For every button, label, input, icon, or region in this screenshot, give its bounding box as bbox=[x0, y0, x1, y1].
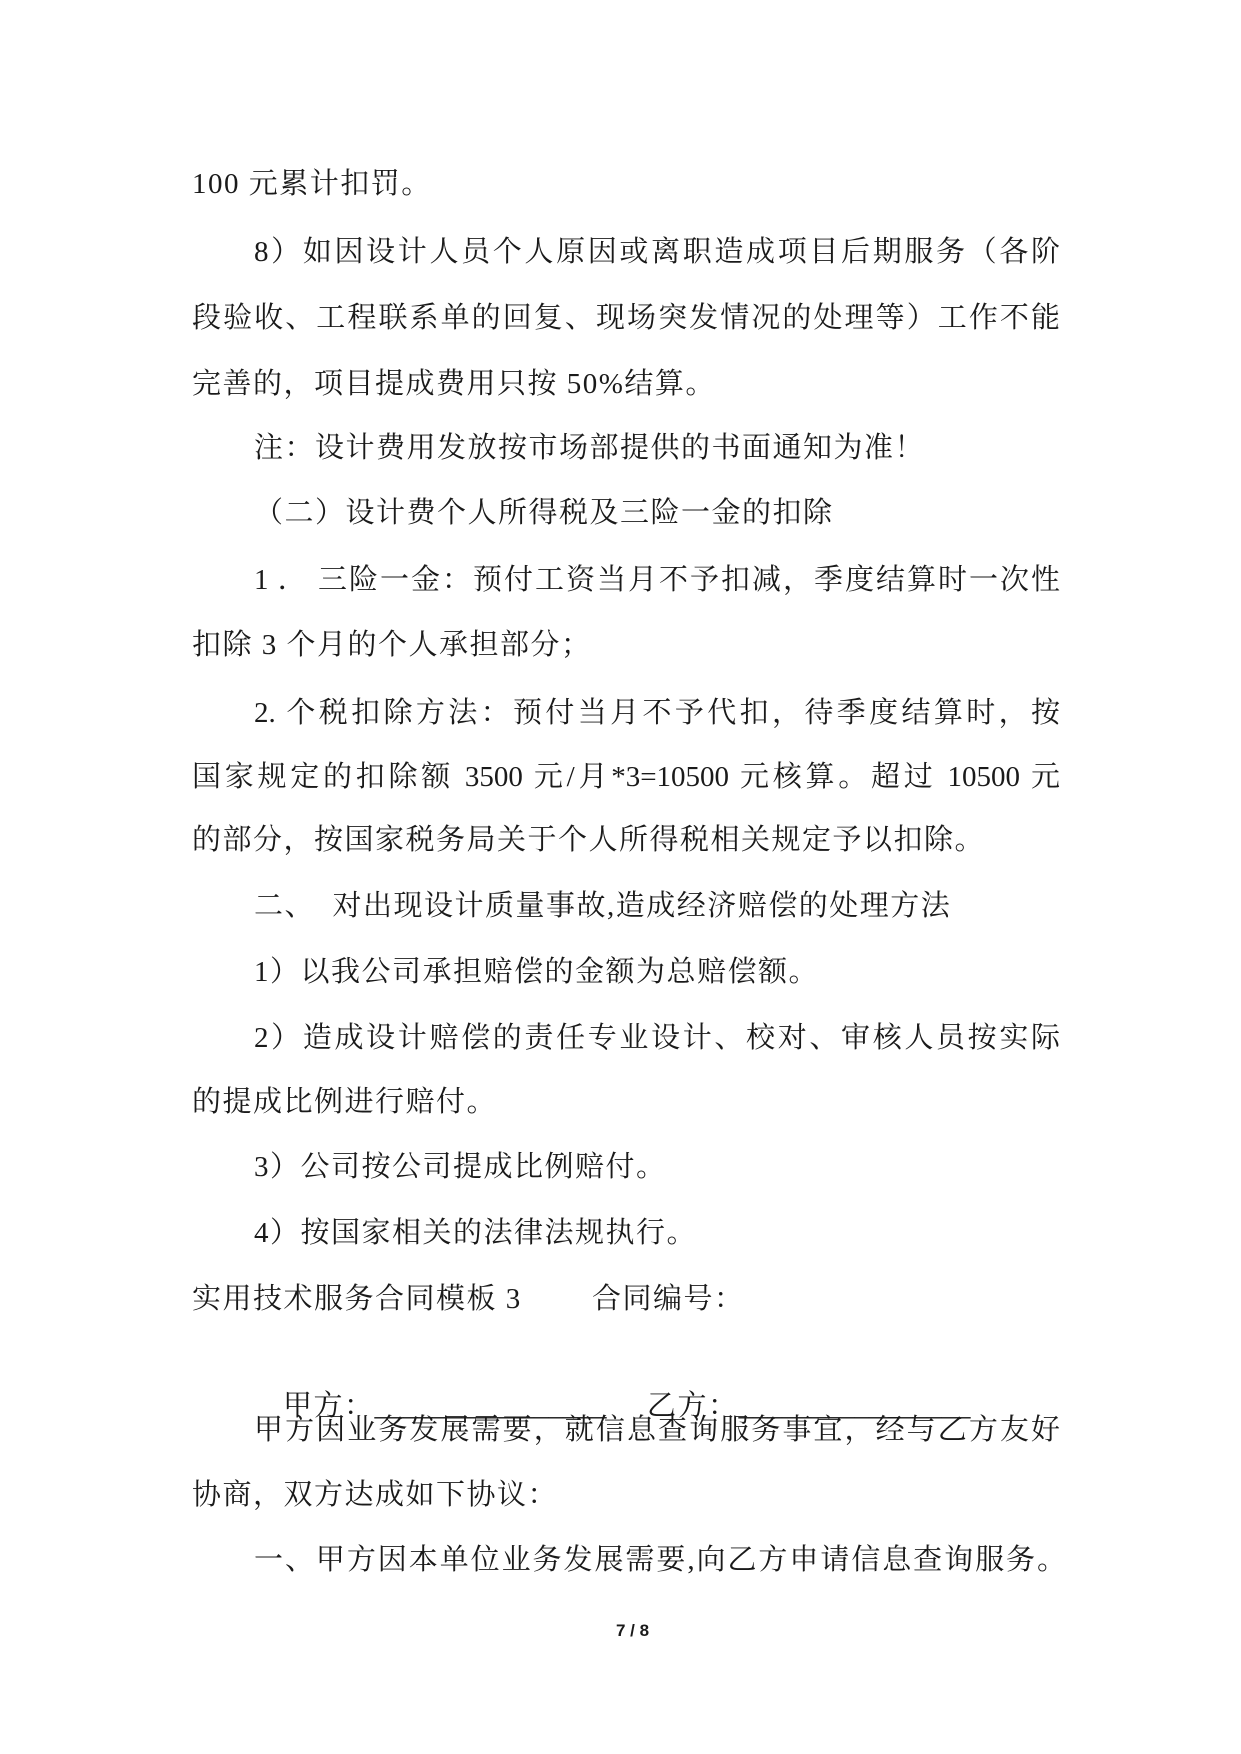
party-b-label: 乙方： bbox=[647, 1390, 739, 1422]
text-line: 段验收、工程联系单的回复、现场突发情况的处理等）工作不能 bbox=[192, 302, 1060, 334]
text-line: 甲方因业务发展需要，就信息查询服务事宜，经与乙方友好 bbox=[254, 1414, 1060, 1446]
text-line: 2. 个税扣除方法：预付当月不予代扣，待季度结算时，按 bbox=[254, 697, 1060, 729]
text-line: 协商，双方达成如下协议： bbox=[192, 1479, 559, 1511]
list-item: 3）公司按公司提成比例赔付。 bbox=[254, 1151, 667, 1183]
text-line: 1 ． 三险一金：预付工资当月不予扣减，季度结算时一次性 bbox=[254, 564, 1060, 596]
party-b-blank: ________________ bbox=[738, 1390, 971, 1422]
text-line: 8）如因设计人员个人原因或离职造成项目后期服务（各阶 bbox=[254, 236, 1060, 268]
list-item: 4）按国家相关的法律法规执行。 bbox=[254, 1217, 698, 1249]
text-line: 的提成比例进行赔付。 bbox=[192, 1086, 498, 1118]
text-line: 完善的，项目提成费用只按 50%结算。 bbox=[192, 368, 716, 400]
text-line: 的部分，按国家税务局关于个人所得税相关规定予以扣除。 bbox=[192, 824, 986, 856]
section-heading: 二、 对出现设计质量事故,造成经济赔偿的处理方法 bbox=[254, 890, 952, 922]
text-line: 100 元累计扣罚。 bbox=[192, 168, 432, 200]
party-a-field bbox=[254, 1346, 607, 1422]
text-line: 扣除 3 个月的个人承担部分； bbox=[192, 629, 592, 661]
contract-title: 实用技术服务合同模板 3 bbox=[192, 1283, 522, 1315]
section-heading: （二）设计费个人所得税及三险一金的扣除 bbox=[254, 497, 834, 529]
page-number: 7 / 8 bbox=[615, 1621, 650, 1640]
note-line: 注：设计费用发放按市场部提供的书面通知为准！ bbox=[254, 432, 926, 464]
party-a-label: 甲方： bbox=[283, 1390, 375, 1422]
party-a-blank: ________________ bbox=[374, 1390, 607, 1422]
party-b-field bbox=[618, 1346, 971, 1422]
contract-number-label: 合同编号： bbox=[592, 1283, 745, 1315]
text-line: 国家规定的扣除额 3500 元/月*3=10500 元核算。超过 10500 元 bbox=[192, 761, 1060, 793]
list-item: 2）造成设计赔偿的责任专业设计、校对、审核人员按实际 bbox=[254, 1022, 1060, 1054]
clause-line: 一、甲方因本单位业务发展需要,向乙方申请信息查询服务。 bbox=[254, 1544, 1066, 1576]
list-item: 1）以我公司承担赔偿的金额为总赔偿额。 bbox=[254, 956, 820, 988]
